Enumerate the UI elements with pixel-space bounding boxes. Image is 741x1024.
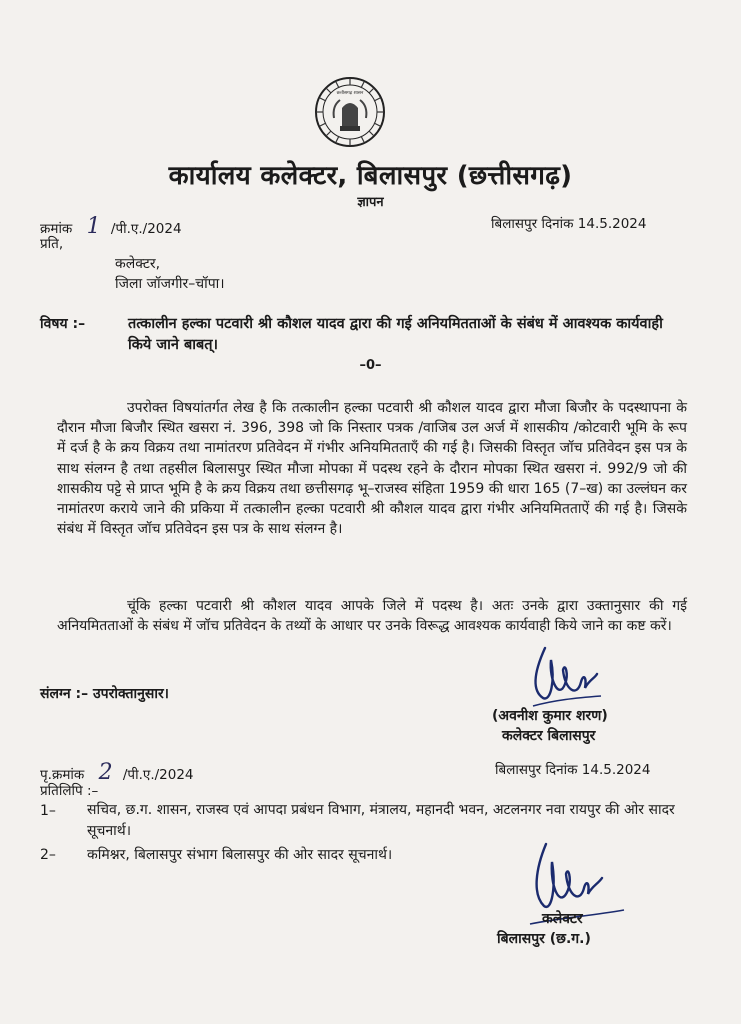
signatory-designation: कलेक्टर बिलासपुर (502, 728, 596, 744)
memo-label: ज्ञापन (357, 195, 384, 210)
endorsement-prefix: पृ.क्रमांक (40, 767, 85, 783)
subject-text: तत्कालीन हल्का पटवारी श्री कौशल यादव द्वारा की गई अनियमितताओं के संबंध में आवश्यक कार्यवाही किये जाने बाबत्। (128, 316, 663, 353)
office-title: कार्यालय कलेक्टर, बिलासपुर (छत्तीसगढ़) (168, 161, 573, 191)
copy-item-2-text: कमिश्नर, बिलासपुर संभाग बिलासपुर की ओर सादर सूचनार्थ। (87, 847, 393, 863)
recipient-line1: कलेक्टर, (115, 256, 161, 272)
copy-label: प्रतिलिपि :– (40, 783, 99, 799)
reference-number: 1 (86, 214, 101, 239)
recipient-line2: जिला जॉजगीर–चॉपा। (115, 276, 225, 292)
reference-place-date: बिलासपुर दिनांक 14.5.2024 (491, 216, 647, 232)
subject-label: विषय :– (40, 316, 86, 332)
reference-prefix: क्रमांक (40, 221, 73, 237)
endorsement-number: 2 (98, 760, 113, 785)
reference-suffix: /पी.ए./2024 (110, 221, 182, 237)
copy-item-1-number: 1– (40, 803, 56, 819)
body-paragraph-1: उपरोक्त विषयांतर्गत लेख है कि तत्कालीन हल्का पटवारी श्री कौशल यादव द्वारा मौजा बिजौर के पदस्थापना के दौरान मौजा बिजौर स्थित खसरा नं. 396, 398 जो कि निस्तार पत्रक /वाजिब उल अर्ज में शासकीय /कोटवारी भूमि के रूप में दर्ज है के क्रय विक्रय तथा नामांतरण प्रतिवेदन में गंभीर अनियमितताएँ की गई है। जिसकी विस्तृत जॉच प्रतिवेदन इस पत्र के साथ संलग्न है तथा तहसील बिलासपुर स्थित मौजा मोपका में पदस्थ रहने के दौरान मोपका स्थित खसरा नं. 992/9 जो की शासकीय पट्टे से प्राप्त भूमि है के क्रय विक्रय तथा छत्तीसगढ़ भू–राजस्व संहिता 1959 की धारा 165 (7–ख) का उल्लंघन कर नामांतरण कराये जाने की प्रकिया में तत्कालीन हल्का पटवारी श्री कौशल यादव द्वारा गंभीर अनियमितताऐं की गई है। जिसके संबंध में विस्तृत जॉच प्रतिवेदन इस पत्र के साथ संलग्न है। (57, 400, 687, 538)
signatory-2-place: बिलासपुर (छ.ग.) (497, 931, 591, 947)
endorsement-place-date: बिलासपुर दिनांक 14.5.2024 (495, 762, 651, 778)
enclosure: संलग्न :– उपरोक्तानुसार। (40, 686, 169, 702)
copy-item-1-text: सचिव, छ.ग. शासन, राजस्व एवं आपदा प्रबंधन विभाग, मंत्रालय, महानदी भवन, अटलनगर नवा रायपुर की ओर सादर सूचनार्थ। (87, 802, 675, 839)
state-emblem-icon (314, 76, 386, 148)
to-label: प्रति, (40, 236, 64, 252)
copy-item-2-number: 2– (40, 847, 56, 863)
signature-1-icon (525, 640, 605, 710)
body-paragraph-2: चूंकि हल्का पटवारी श्री कौशल यादव आपके जिले में पदस्थ है। अतः उनके द्वारा उक्तानुसार की गई अनियमितताओं के संबंध में जॉच प्रतिवेदन के तथ्यों के आधार पर उनके विरूद्ध आवश्यक कार्यवाही किये जाने का कष्ट करें। (57, 598, 687, 635)
endorsement-suffix: /पी.ए./2024 (122, 767, 194, 783)
svg-text:छत्तीसगढ़ शासन: छत्तीसगढ़ शासन (336, 91, 364, 96)
separator: –0– (359, 358, 382, 373)
signatory-2-designation: कलेक्टर (542, 911, 583, 927)
signatory-name: (अवनीश कुमार शरण) (492, 708, 608, 724)
